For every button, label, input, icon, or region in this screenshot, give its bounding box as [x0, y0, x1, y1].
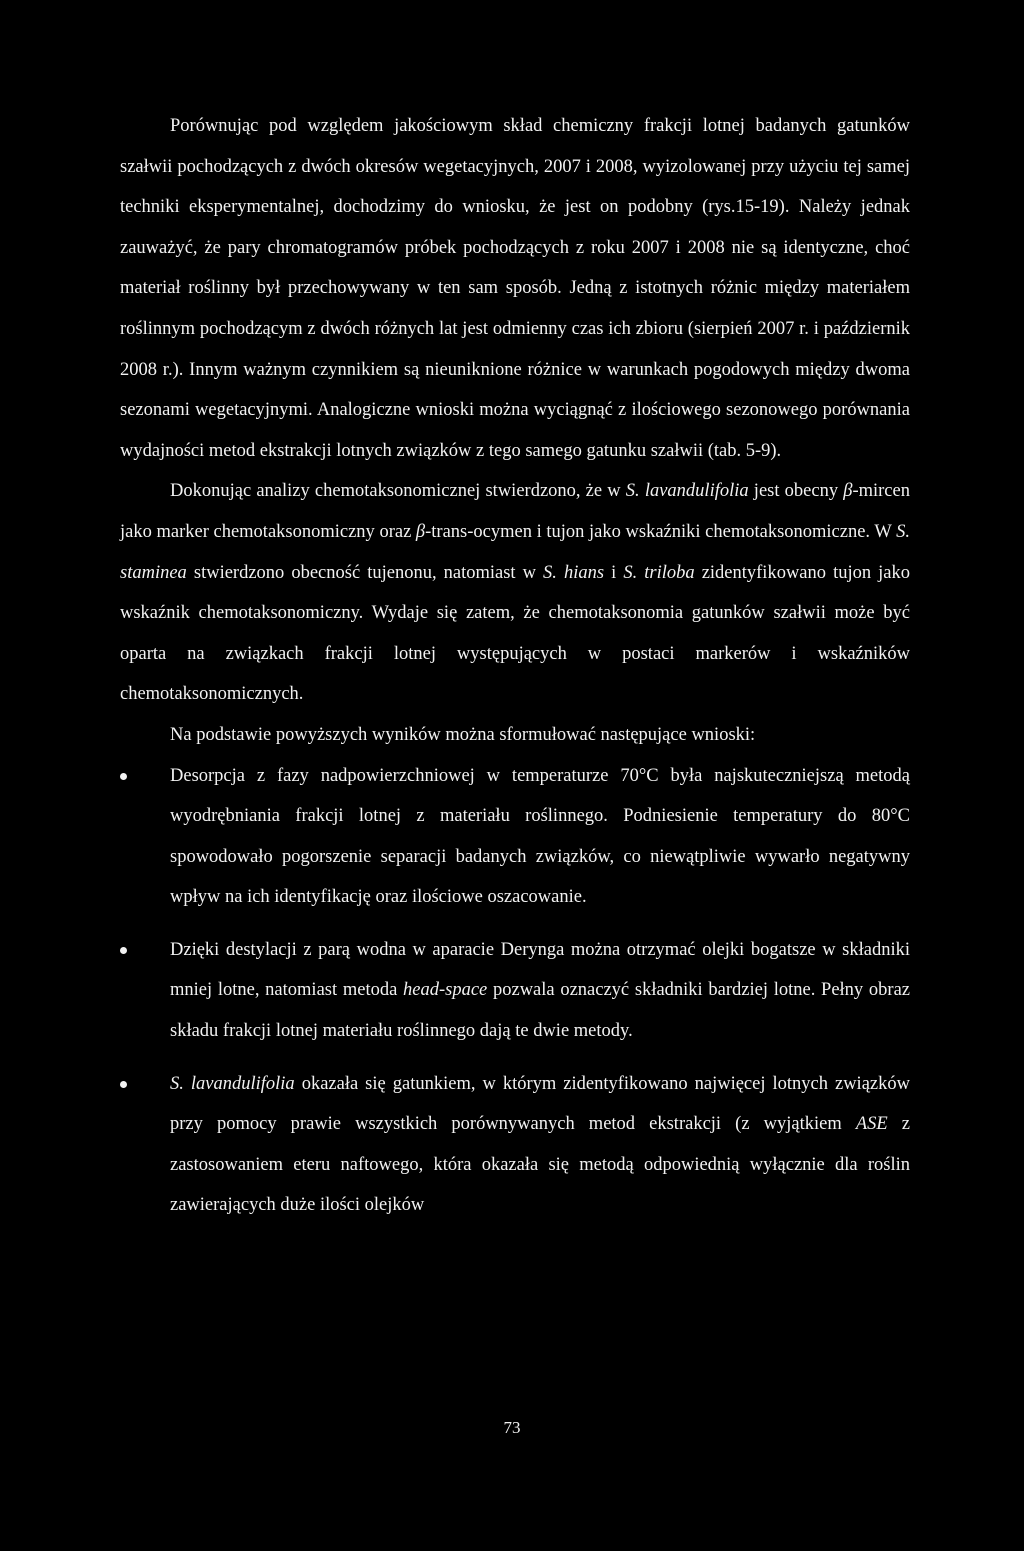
beta-symbol: β: [415, 521, 426, 542]
paragraph-seasonal-comparison: [120, 106, 910, 471]
conclusion-text: z zastosowaniem eteru naftowego, która okazała się metodą odpowiednią wyłącznie dla roślin zawierających duże ilości olejków: [170, 1114, 910, 1216]
conclusion-text: Dzięki destylacji z parą wodna w aparacie Derynga można otrzymać olejki bogatsze w składniki mniej lotne, natomiast metoda: [170, 939, 910, 1001]
paragraph-text: i: [604, 562, 624, 583]
body-text: [120, 106, 910, 1238]
paragraph-text: Porównując pod względem jakościowym skład chemiczny frakcji lotnej badanych gatunków szałwii pochodzących z dwóch okresów wegetacyjnych, 2007 i 2008, wyizolowanej przy użyciu tej samej techniki eksperymentalnej, dochodzimy do wniosku, że jest on podobny (rys.15-19). Należy jednak zauważyć, że pary chromatogramów próbek pochodzących z roku 2007 i 2008 nie są identyczne, choć materiał roślinny był przechowywany w ten sam sposób. Jedną z istotnych różnic między materiałem roślinnym pochodzącym z dwóch różnych lat jest odmienny czas ich zbioru (sierpień 2007 r. i październik 2008 r.). Innym ważnym czynnikiem są nieuniknione różnice w warunkach pogodowych między dwoma sezonami wegetacyjnymi. Analogiczne wnioski można wyciągnąć z ilościowego sezonowego porównania wydajności metod ekstrakcji lotnych związków z tego samego gatunku szałwii (tab. 5-9).: [120, 116, 910, 461]
species-name: S. hians: [543, 562, 605, 583]
bullet-icon: [120, 756, 140, 797]
species-name: S. triloba: [623, 562, 695, 583]
paragraph-chemotaxonomy: [120, 471, 910, 715]
paragraph-text: Dokonując analizy chemotaksonomicznej stwierdzono, że w: [170, 481, 626, 502]
paragraph-text: -mircen jako marker chemotaksonomiczny oraz: [120, 481, 910, 542]
conclusion-item-distillation: [120, 930, 910, 1052]
conclusion-item-desorption: [120, 756, 910, 918]
species-name: S. lavandulifolia: [170, 1073, 295, 1094]
paragraph-text: jest obecny: [748, 481, 844, 502]
method-name: ASE: [855, 1114, 888, 1135]
page-number: 73: [503, 1418, 521, 1437]
bullet-icon: [120, 1064, 140, 1105]
method-name: head-space: [403, 980, 488, 1001]
species-name: S. lavandulifolia: [625, 481, 749, 502]
conclusions-intro: Na podstawie powyższych wyników można sformułować następujące wnioski:: [170, 724, 756, 745]
conclusion-text: okazała się gatunkiem, w którym zidentyfikowano najwięcej lotnych związków przy pomocy prawie wszystkich porównywanych metod ekstrakcji (z wyjątkiem: [170, 1073, 910, 1135]
beta-symbol: β: [843, 481, 853, 502]
paragraph-text: stwierdzono obecność tujenonu, natomiast w: [186, 562, 544, 583]
paragraph-text: -trans-ocymen i tujon jako wskaźniki chemotaksonomiczne. W: [425, 521, 897, 542]
conclusions-list: [120, 756, 910, 1227]
species-name: S. staminea: [120, 521, 910, 583]
conclusion-text: pozwala oznaczyć składniki bardziej lotne. Pełny obraz składu frakcji lotnej materiału roślinnego dają te dwie metody.: [170, 980, 910, 1042]
paragraph-text: zidentyfikowano tujon jako wskaźnik chemotaksonomiczny. Wydaje się zatem, że chemotaksonomia gatunków szałwii może być oparta na związkach frakcji lotnej występujących w postaci markerów i wskaźników chemotaksonomicznych.: [120, 562, 911, 705]
conclusion-text: Desorpcja z fazy nadpowierzchniowej w temperaturze 70°C była najskuteczniejszą metodą wyodrębniania frakcji lotnej z materiału roślinnego. Podniesienie temperatury do 80°C spowodowało pogorszenie separacji badanych związków, co niewątpliwie wywarło negatywny wpływ na ich identyfikację oraz ilościowe oszacowanie.: [170, 765, 910, 908]
conclusion-item-lavandulifolia: [120, 1064, 910, 1226]
bullet-icon: [120, 930, 140, 971]
